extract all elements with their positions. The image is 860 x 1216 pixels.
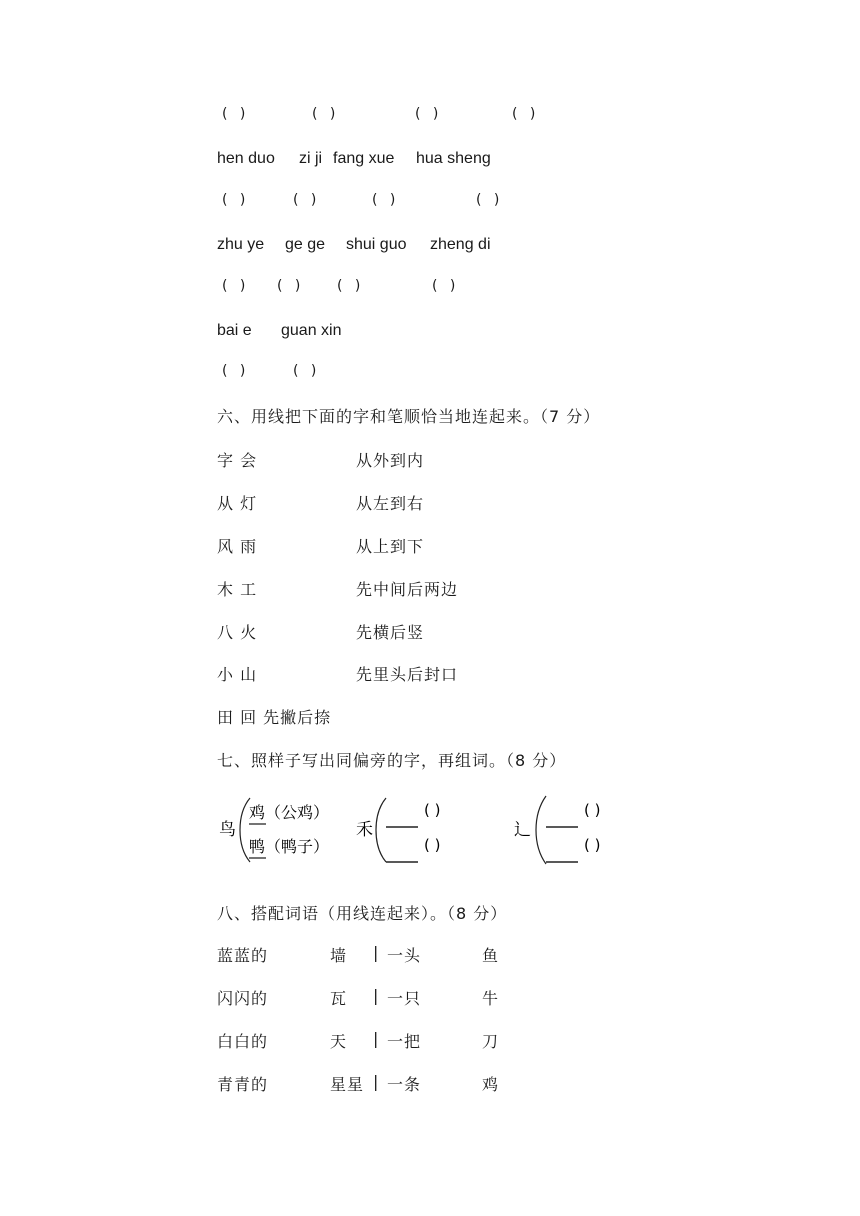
char-pair-last: 田 回 先撇后捺 [217,708,332,727]
radical-exercise [214,790,644,870]
stroke-order: 从左到右 [356,494,425,513]
answer-parens: ( ) [222,192,250,208]
answer-parens: ( ) [222,278,250,294]
adjective: 白白的 [217,1032,269,1051]
char-pair: 字 会 [217,451,258,470]
answer-parens: ( ) [293,192,321,208]
answer-parens: ( ) [277,278,305,294]
answer-parens: ( ) [222,106,250,122]
answer-parens: ( ) [222,363,250,379]
char-pair: 风 雨 [217,537,258,556]
separator: | [373,1072,380,1091]
measure-word: 一条 [387,1075,422,1094]
adjective: 蓝蓝的 [217,946,269,965]
blank-parens: ( ) [424,801,441,819]
answer-parens: ( ) [312,106,340,122]
separator: | [373,943,380,962]
pinyin-word: hen duo [217,150,275,167]
answer-parens: ( ) [372,192,400,208]
answer-parens: ( ) [476,192,504,208]
pinyin-word: shui guo [346,236,407,253]
radical-example: 鸟 [219,820,236,840]
example-word: 鸡（公鸡） [249,803,330,822]
answer-parens: ( ) [512,106,540,122]
radical-2: 禾 [356,820,373,840]
stroke-order: 从上到下 [356,537,425,556]
brace [536,796,546,864]
char-pair: 从 灯 [217,494,258,513]
measure-word: 一头 [387,946,422,965]
adjective: 闪闪的 [217,989,269,1008]
animal: 鱼 [482,946,500,965]
brace [376,798,386,862]
noun: 天 [330,1032,348,1051]
section-heading: 六、用线把下面的字和笔顺恰当地连起来。（7 分） [217,407,601,426]
noun: 星星 [330,1075,365,1094]
separator: | [373,1029,380,1048]
separator: | [373,986,380,1005]
section-heading: 八、搭配词语（用线连起来）。（8 分） [217,904,508,923]
answer-parens: ( ) [293,363,321,379]
section-heading: 七、照样子写出同偏旁的字，再组词。（8 分） [217,751,567,770]
pinyin-word: fang xue [333,150,395,167]
noun: 瓦 [330,989,348,1008]
animal: 刀 [482,1032,500,1051]
answer-parens: ( ) [415,106,443,122]
blank-parens: ( ) [584,801,601,819]
animal: 鸡 [482,1075,500,1094]
char-pair: 八 火 [217,623,258,642]
pinyin-word: zheng di [430,236,491,253]
pinyin-word: hua sheng [416,150,491,167]
pinyin-word: ge ge [285,236,326,253]
example-word: 鸭（鸭子） [249,837,330,856]
pinyin-word: zhu ye [217,236,265,253]
char-pair: 木 工 [217,580,258,599]
pinyin-word: guan xin [281,322,342,339]
stroke-order: 先横后竖 [356,623,425,642]
answer-parens: ( ) [337,278,365,294]
pinyin-word: zi ji [299,150,323,167]
answer-parens: ( ) [432,278,460,294]
animal: 牛 [482,989,500,1008]
blank-parens: ( ) [584,836,601,854]
blank-parens: ( ) [424,836,441,854]
stroke-order: 先中间后两边 [356,580,459,599]
noun: 墙 [330,946,348,965]
pinyin-word: bai e [217,322,252,339]
measure-word: 一把 [387,1032,422,1051]
radical-3: 辶 [514,820,531,840]
char-pair: 小 山 [217,665,258,684]
stroke-order: 先里头后封口 [356,665,459,684]
adjective: 青青的 [217,1075,269,1094]
measure-word: 一只 [387,989,422,1008]
stroke-order: 从外到内 [356,451,425,470]
